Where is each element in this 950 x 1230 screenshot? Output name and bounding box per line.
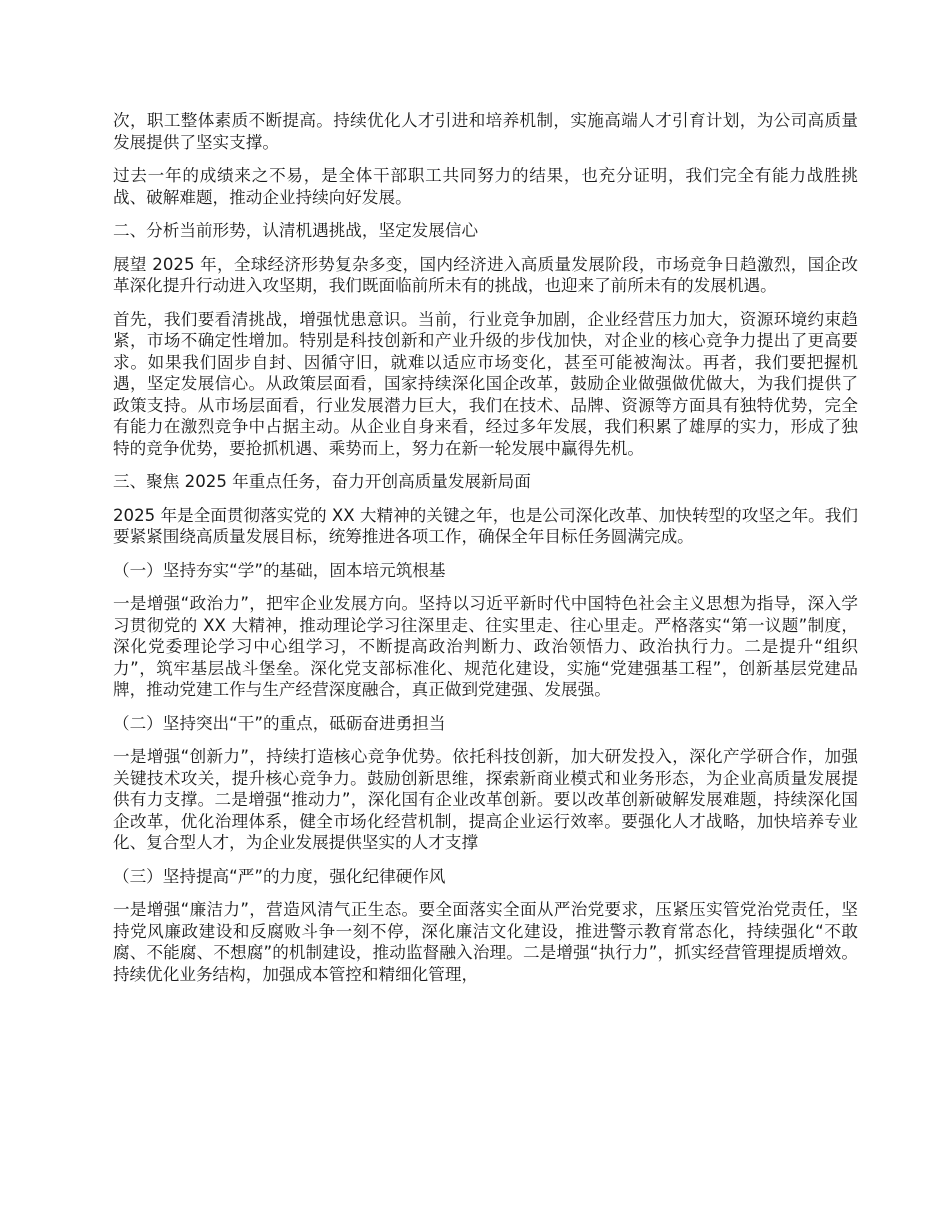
paragraph: 次，职工整体素质不断提高。持续优化人才引进和培养机制，实施高端人才引育计划，为公司高质量发展提供了坚实支撑。 xyxy=(113,111,858,152)
document-page xyxy=(113,110,858,997)
section-heading: 二、分析当前形势，认清机遇挑战，坚定发展信心 xyxy=(113,221,479,240)
paragraph: 过去一年的成绩来之不易，是全体干部职工共同努力的结果，也充分证明，我们完全有能力战胜挑战、破解难题，推动企业持续向好发展。 xyxy=(113,166,858,207)
paragraph: 一是增强“政治力”，把牢企业发展方向。坚持以习近平新时代中国特色社会主义思想为指导，深入学习贯彻党的 XX 大精神，推动理论学习往深里走、往实里走、往心里走。严格落实“第一议题”制度，深化党委理论学习中心组学习，不断提高政治判断力、政治领悟力、政治执行力。二是提升“组织力”，筑牢基层战斗堡垒。深化党支部标准化、规范化建设，实施“党建强基工程”，创新基层党建品牌，推动党建工作与生产经营深度融合，真正做到党建强、发展强。 xyxy=(113,594,858,699)
paragraph: 2025 年是全面贯彻落实党的 XX 大精神的关键之年，也是公司深化改革、加快转型的攻坚之年。我们要紧紧围绕高质量发展目标，统筹推进各项工作，确保全年目标任务圆满完成。 xyxy=(113,505,858,546)
subsection-heading: （三）坚持提高“严”的力度，强化纪律硬作风 xyxy=(113,866,446,886)
paragraph: 一是增强“廉洁力”，营造风清气正生态。要全面落实全面从严治党要求，压紧压实管党治党责任，坚持党风廉政建设和反腐败斗争一刻不停，深化廉洁文化建设，推进警示教育常态化，持续强化“不敢腐、不能腐、不想腐”的机制建设，推动监督融入治理。二是增强“执行力”，抓实经营管理提质增效。持续优化业务结构，加强成本管控和精细化管理， xyxy=(113,900,858,984)
section-heading: 三、聚焦 2025 年重点任务，奋力开创高质量发展新局面 xyxy=(113,472,531,491)
subsection-heading: （一）坚持夯实“学”的基础，固本培元筑根基 xyxy=(113,560,446,580)
paragraph: 一是增强“创新力”，持续打造核心竞争优势。依托科技创新，加大研发投入，深化产学研合作，加强关键技术攻关，提升核心竞争力。鼓励创新思维，探索新商业模式和业务形态，为企业高质量发展提供有力支撑。二是增强“推动力”，深化国有企业改革创新。要以改革创新破解发展难题，持续深化国企改革，优化治理体系，健全市场化经营机制，提高企业运行效率。要强化人才战略，加快培养专业化、复合型人才，为企业发展提供坚实的人才支撑 xyxy=(113,747,858,852)
paragraph: 首先，我们要看清挑战，增强忧患意识。当前，行业竞争加剧，企业经营压力加大，资源环境约束趋紧，市场不确定性增加。特别是科技创新和产业升级的步伐加快，对企业的核心竞争力提出了更高要求。如果我们固步自封、因循守旧，就难以适应市场变化，甚至可能被淘汰。再者，我们要把握机遇，坚定发展信心。从政策层面看，国家持续深化国企改革，鼓励企业做强做优做大，为我们提供了政策支持。从市场层面看，行业发展潜力巨大，我们在技术、品牌、资源等方面具有独特优势，完全有能力在激烈竞争中占据主动。从企业自身来看，经过多年发展，我们积累了雄厚的实力，形成了独特的竞争优势，要抢抓机遇、乘势而上，努力在新一轮发展中赢得先机。 xyxy=(113,309,858,458)
subsection-heading: （二）坚持突出“干”的重点，砥砺奋进勇担当 xyxy=(113,713,446,733)
paragraph: 展望 2025 年，全球经济形势复杂多变，国内经济进入高质量发展阶段，市场竞争日趋激烈，国企改革深化提升行动进入攻坚期，我们既面临前所未有的挑战，也迎来了前所未有的发展机遇。 xyxy=(113,254,858,295)
